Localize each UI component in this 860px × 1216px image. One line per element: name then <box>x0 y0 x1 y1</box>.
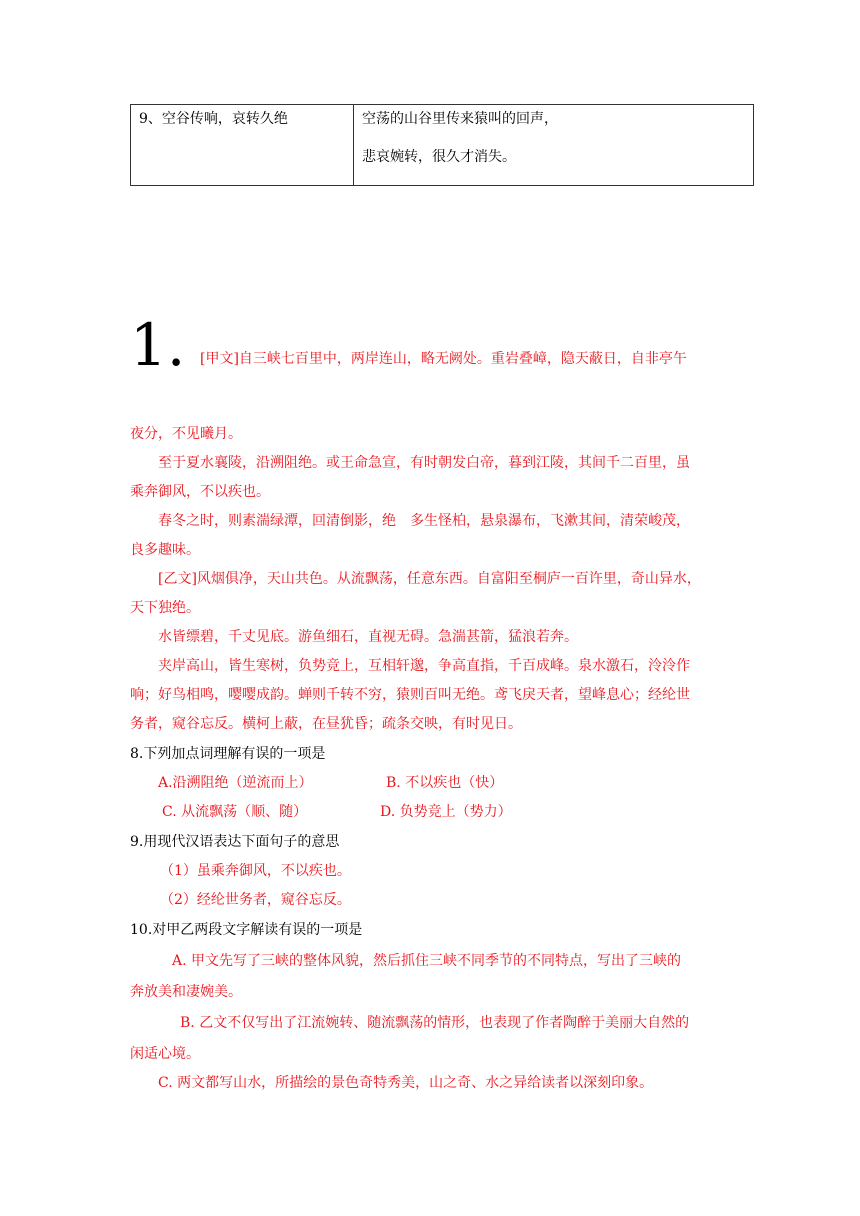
q8-stem: 8.下列加点词理解有误的一项是 <box>130 746 326 762</box>
passage-line: 至于夏水襄陵，沿溯阻绝。或王命急宣，有时朝发白帝，暮到江陵，其间千二百里，虽 <box>158 455 690 471</box>
passage-line: 良多趣味。 <box>130 542 200 558</box>
passage-line: 夜分，不见曦月。 <box>130 426 242 442</box>
passage-line: 天下独绝。 <box>130 600 200 616</box>
question-number: 1. <box>130 311 186 379</box>
q10-option-c-line1: C. 两文都写山水，所描绘的景色奇特秀美，山之奇、水之异给读者以深刻印象。 <box>158 1075 654 1091</box>
q9-stem: 9.用现代汉语表达下面句子的意思 <box>130 834 340 850</box>
table-cell-translation <box>354 105 754 186</box>
passage-line: 乘奔御风，不以疾也。 <box>130 484 270 500</box>
passage-line: 春冬之时，则素湍绿潭，回清倒影，绝 多生怪柏，悬泉瀑布，飞漱其间，清荣峻茂， <box>158 513 690 529</box>
q8-option-d: D. 负势竞上（势力） <box>380 804 512 820</box>
phrase-text: 9、空谷传响，哀转久绝 <box>139 111 288 127</box>
passage-line: [甲文]自三峡七百里中，两岸连山，略无阙处。重岩叠嶂，隐天蔽日，自非亭午 <box>200 351 687 367</box>
table-row <box>131 105 754 186</box>
q8-option-b: B. 不以疾也（快） <box>386 775 504 791</box>
q9-item-1: （1）虽乘奔御风，不以疾也。 <box>160 863 351 879</box>
passage-line: 响；好鸟相鸣，嘤嘤成韵。蝉则千转不穷，猿则百叫无绝。鸢飞戾天者，望峰息心；经纶世 <box>130 687 690 703</box>
q10-stem: 10.对甲乙两段文字解读有误的一项是 <box>130 922 363 938</box>
table-cell-phrase <box>131 105 354 186</box>
passage-line: 夹岸高山，皆生寒树，负势竞上，互相轩邈，争高直指，千百成峰。泉水激石，泠泠作 <box>158 658 690 674</box>
q8-option-c: C. 从流飘荡（顺、随） <box>162 804 308 820</box>
passage-line: 务者，窥谷忘反。横柯上蔽，在昼犹昏；疏条交映，有时见日。 <box>130 716 522 732</box>
q10-option-b-line2: 闲适心境。 <box>130 1046 200 1062</box>
passage-line: [乙文]风烟俱净，天山共色。从流飘荡，任意东西。自富阳至桐庐一百许里，奇山异水， <box>158 571 701 587</box>
q10-option-b-line1: B. 乙文不仅写出了江流婉转、随流飘荡的情形，也表现了作者陶醉于美丽大自然的 <box>180 1015 690 1031</box>
q8-option-a: A.沿溯阻绝（逆流而上） <box>158 775 313 791</box>
q10-option-a-line2: 奔放美和凄婉美。 <box>130 984 242 1000</box>
passage-line: 水皆缥碧，千丈见底。游鱼细石，直视无碍。急湍甚箭，猛浪若奔。 <box>158 629 578 645</box>
translation-line-1: 空荡的山谷里传来猿叫的回声， <box>362 111 558 127</box>
q10-option-a-line1: A. 甲文先写了三峡的整体风貌，然后抓住三峡不同季节的不同特点，写出了三峡的 <box>172 953 682 969</box>
translation-line-2: 悲哀婉转，很久才消失。 <box>362 149 516 165</box>
q9-item-2: （2）经纶世务者，窥谷忘反。 <box>160 892 351 908</box>
translation-table <box>130 104 754 186</box>
